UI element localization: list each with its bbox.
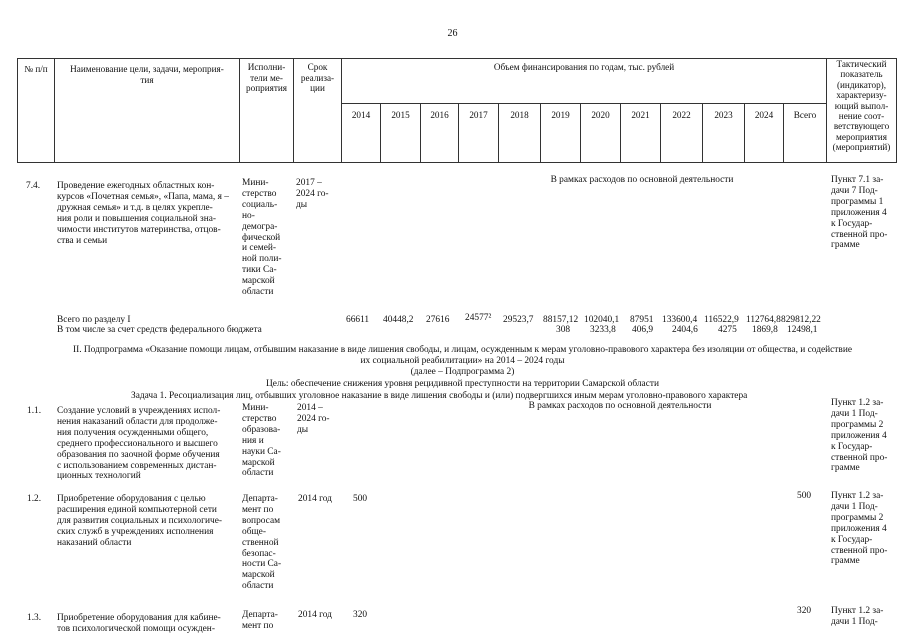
- header-col-term: Срок реализа- ции: [300, 62, 335, 94]
- total-2021: 87951: [630, 315, 654, 325]
- federal-2021: 406,9: [632, 325, 654, 335]
- row-value-2014: 320: [353, 610, 368, 620]
- total-2016: 27616: [426, 315, 450, 325]
- total-2024: 112764,8: [746, 315, 781, 325]
- year-2016: 2016: [430, 110, 449, 120]
- row-indicator: Пункт 1.2 за- дачи 1 Под- программы 2 приложения 4 к Государ- ственной про- грамме: [831, 398, 888, 474]
- row-executor: Департа- мент по: [242, 610, 278, 631]
- row-term: 2017 – 2024 го- ды: [296, 178, 329, 210]
- year-2015: 2015: [391, 110, 410, 120]
- federal-2024: 1869,8: [752, 325, 778, 335]
- row-name: Приобретение оборудования для кабине- тов психологической помощи осужден-: [57, 613, 221, 634]
- header-col-num: № п/п: [24, 64, 48, 74]
- row-number: 1.1.: [27, 406, 42, 416]
- section-goal: Цель: обеспечение снижения уровня рецидивной преступности на территории Самарской области: [266, 379, 659, 389]
- row-number: 7.4.: [26, 181, 41, 191]
- total-2023: 116522,9: [704, 315, 739, 325]
- totals-federal-label: В том числе за счет средств федерального бюджета: [57, 325, 262, 335]
- total-2014: 66611: [346, 315, 370, 325]
- page-number: 26: [447, 28, 458, 39]
- section-title: II. Подпрограмма «Оказание помощи лицам, отбывшим наказание в виде лишения свободы, и лицам, осужденным к мерам уголовно-правового характера без изоляции от общества, и содействие их социальной реабилитации» на 2014 – 2024 годы: [72, 345, 853, 366]
- federal-2019: 308: [556, 325, 571, 335]
- section-task: Задача 1. Ресоциализация лиц, отбывших уголовное наказание в виде лишения свободы и (или) подвергшихся иным мерам уголовно-правового характера: [131, 391, 748, 401]
- row-funding-note: В рамках расходов по основной деятельности: [550, 175, 734, 185]
- row-indicator: Пункт 7.1 за- дачи 7 Под- программы 1 приложения 4 к Государ- ственной про- грамме: [831, 175, 888, 251]
- row-name: Создание условий в учреждениях испол- нения наказаний области для продолже- ния получения осужденными общего, среднего профессионального и высшего образования по заочной форме обучения с использованием современных дистан- ционных технологий: [57, 406, 221, 482]
- totals-label: Всего по разделу I: [57, 315, 131, 325]
- year-2024: 2024: [754, 110, 774, 120]
- federal-2022: 2404,6: [672, 325, 698, 335]
- total-2019: 88157,12: [543, 315, 579, 325]
- year-2022: 2022: [672, 110, 691, 120]
- federal-total: 12498,1: [787, 325, 818, 335]
- total-2018: 29523,7: [503, 315, 534, 325]
- federal-2020: 3233,8: [590, 325, 616, 335]
- row-term: 2014 – 2024 го- ды: [297, 403, 330, 435]
- year-2019: 2019: [551, 110, 570, 120]
- row-value-total: 320: [797, 606, 812, 616]
- total-all: 829812,22: [781, 315, 821, 325]
- year-2018: 2018: [510, 110, 529, 120]
- row-funding-note: В рамках расходов по основной деятельности: [528, 401, 712, 411]
- federal-2023: 4275: [718, 325, 737, 335]
- row-number: 1.2.: [27, 494, 42, 504]
- year-2021: 2021: [631, 110, 650, 120]
- year-2023: 2023: [714, 110, 733, 120]
- row-executor: Департа- мент по вопросам обще- ственной безопас- ности Са- марской области: [242, 494, 282, 592]
- section-subtitle: (далее – Подпрограмма 2): [410, 367, 515, 377]
- header-col-indicator: Тактический показатель (индикатор), характеризу- ющий выпол- нение соот- ветствующего мероприятия (мероприятий): [832, 59, 891, 153]
- row-indicator: Пункт 1.2 за- дачи 1 Под-: [831, 606, 884, 627]
- row-name: Приобретение оборудования с целью расширения единой компьютерной сети для развития социальных и психологиче- ских служб в учреждениях исполнения наказаний области: [57, 494, 222, 548]
- year-total: Всего: [793, 110, 817, 120]
- header-col-executor: Исполни- тели ме- роприятия: [246, 62, 287, 94]
- row-term: 2014 год: [298, 494, 332, 504]
- row-term: 2014 год: [298, 610, 332, 620]
- row-number: 1.3.: [27, 613, 42, 623]
- row-indicator: Пункт 1.2 за- дачи 1 Под- программы 2 приложения 4 к Государ- ственной про- грамме: [831, 491, 888, 567]
- row-executor: Мини- стерство социаль- но- демогра- фической и семей- ной поли- тики Са- марской области: [242, 178, 282, 298]
- year-2020: 2020: [591, 110, 610, 120]
- header-col-name: Наименование цели, задачи, мероприя- тия: [70, 64, 224, 85]
- total-2022: 133600,4: [662, 315, 698, 325]
- total-2017: 24577²: [465, 313, 492, 323]
- year-2014: 2014: [351, 110, 371, 120]
- total-2020: 102040,1: [584, 315, 620, 325]
- row-value-total: 500: [797, 491, 812, 501]
- total-2015: 40448,2: [383, 315, 414, 325]
- year-2017: 2017: [469, 110, 488, 120]
- row-value-2014: 500: [353, 494, 368, 504]
- row-executor: Мини- стерство образова- ния и науки Са- марской области: [242, 403, 281, 479]
- header-col-funding: Объем финансирования по годам, тыс. рублей: [493, 62, 675, 72]
- row-name: Проведение ежегодных областных кон- курсов «Почетная семья», «Папа, мама, я – дружная семья» и т.д. в целях укрепле- ния роли и повышения социальной зна- чимости институтов материнства, отцов- ства и семьи: [57, 181, 229, 246]
